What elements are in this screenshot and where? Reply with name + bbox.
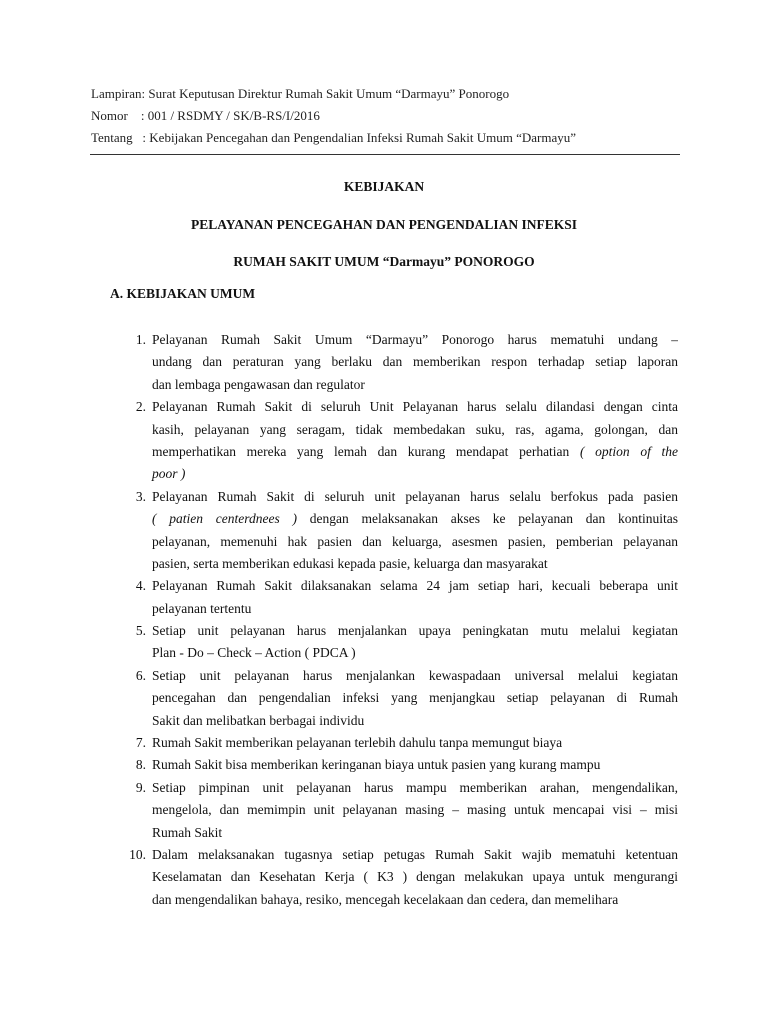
- lampiran-line: Lampiran: Surat Keputusan Direktur Rumah Sakit Umum “Darmayu” Ponorogo: [91, 86, 510, 101]
- item-line: [152, 508, 678, 530]
- item-line: [152, 620, 678, 642]
- item-line: [152, 710, 678, 732]
- doc-subtitle: PELAYANAN PENCEGAHAN DAN PENGENDALIAN INFEKSI: [190, 217, 578, 232]
- text-segment: dan mengendalikan bahaya, resiko, mencegah kecelakaan dan cedera, dan memelihara: [152, 891, 619, 907]
- italic-segment: poor ): [152, 466, 186, 482]
- text-segment: pelayanan, memenuhi hak pasien dan keluarga, asesmen pasien, pemberian pelayanan: [152, 533, 678, 549]
- list-item: [110, 575, 678, 620]
- text-segment: Plan - Do – Check – Action ( PDCA ): [152, 645, 356, 661]
- item-number: 1.: [135, 332, 146, 347]
- text-segment: Setiap pimpinan unit pelayanan harus mampu memberikan arahan, mengendalikan,: [152, 779, 678, 795]
- item-line: [152, 822, 678, 844]
- item-number: 7.: [135, 735, 146, 751]
- list-item: [110, 665, 678, 732]
- section-heading: A. KEBIJAKAN UMUM: [110, 286, 256, 301]
- item-number: 5.: [135, 623, 146, 639]
- item-line: [152, 463, 678, 485]
- item-line: [152, 642, 678, 664]
- text-segment: pasien, serta memberikan edukasi kepada pasie, keluarga dan masyarakat: [152, 555, 548, 571]
- item-line: [152, 866, 678, 888]
- item-line: [152, 374, 678, 396]
- text-segment: Setiap unit pelayanan harus menjalankan upaya peningkatan mutu melalui kegiatan: [152, 623, 678, 639]
- item-line: [152, 844, 678, 866]
- text-segment: Rumah Sakit: [152, 824, 223, 840]
- list-item: [110, 777, 678, 844]
- text-segment: Sakit dan melibatkan berbagai individu: [152, 712, 365, 728]
- policy-list: [110, 329, 678, 911]
- item-line: [152, 732, 678, 754]
- item-number: 2.: [135, 399, 146, 415]
- item-line: [152, 754, 678, 776]
- text-segment: Pelayanan Rumah Sakit di seluruh Unit Pelayanan harus selalu dilandasi dengan cinta: [152, 399, 678, 415]
- text-segment: Dalam melaksanakan tugasnya setiap petugas Rumah Sakit wajib mematuhi ketentuan: [152, 846, 678, 862]
- header-divider: [90, 154, 680, 155]
- item-line: [152, 665, 678, 687]
- text-segment: Keselamatan dan Kesehatan Kerja ( K3 ) dengan melakukan upaya untuk mengurangi: [152, 869, 678, 885]
- item-line: [152, 777, 678, 799]
- text-segment: pencegahan dan pengendalian infeksi yang menjangkau setiap pelayanan di Rumah: [152, 690, 678, 706]
- item-number: 6.: [135, 667, 146, 683]
- item-line: [152, 889, 678, 911]
- item-line: [152, 351, 678, 373]
- list-item: [110, 329, 678, 396]
- item-number: 8.: [135, 757, 146, 773]
- item-line: [152, 396, 678, 418]
- item-number: 3.: [135, 488, 146, 504]
- list-item: [110, 620, 678, 665]
- text-segment: Pelayanan Rumah Sakit Umum “Darmayu” Ponorogo harus mematuhi undang –: [152, 332, 678, 347]
- list-item: [110, 754, 678, 776]
- text-segment: Pelayanan Rumah Sakit dilaksanakan selama 24 jam setiap hari, kecuali beberapa unit: [152, 578, 678, 594]
- doc-title: KEBIJAKAN: [343, 179, 425, 194]
- item-line: [152, 799, 678, 821]
- list-item: [110, 844, 678, 911]
- item-line: [152, 531, 678, 553]
- text-segment: dan lembaga pengawasan dan regulator: [152, 376, 365, 392]
- item-line: [152, 441, 678, 463]
- italic-segment: ( patien centerdnees ): [152, 511, 297, 527]
- nomor-line: Nomor : 001 / RSDMY / SK/B-RS/I/2016: [91, 108, 320, 123]
- tentang-line: Tentang : Kebijakan Pencegahan dan Pengendalian Infeksi Rumah Sakit Umum “Darmayu”: [91, 130, 576, 145]
- list-item: [110, 486, 678, 576]
- item-line: [152, 575, 678, 597]
- item-line: [152, 687, 678, 709]
- text-segment: mengelola, dan memimpin unit pelayanan masing – masing untuk mencapai visi – misi: [152, 802, 678, 818]
- item-number: 9.: [135, 779, 146, 795]
- item-line: [152, 329, 678, 351]
- text-segment: undang dan peraturan yang berlaku dan memberikan respon terhadap setiap laporan: [152, 354, 678, 370]
- text-segment: Pelayanan Rumah Sakit di seluruh unit pelayanan harus selalu berfokus pada pasien: [152, 488, 678, 504]
- text-segment: pelayanan tertentu: [152, 600, 252, 616]
- text-segment: memperhatikan mereka yang lemah dan kurang mendapat perhatian: [152, 443, 580, 459]
- doc-subtitle-hospital: RUMAH SAKIT UMUM “Darmayu” PONOROGO: [233, 254, 535, 269]
- item-line: [152, 598, 678, 620]
- item-line: [152, 419, 678, 441]
- text-segment: kasih, pelayanan yang seragam, tidak membedakan suku, ras, agama, golongan, dan: [152, 421, 678, 437]
- item-line: [152, 486, 678, 508]
- list-item: [110, 732, 678, 754]
- text-segment: dengan melaksanakan akses ke pelayanan dan kontinuitas: [297, 511, 678, 527]
- list-item: [110, 396, 678, 486]
- item-number: 4.: [135, 578, 146, 594]
- text-segment: Rumah Sakit memberikan pelayanan terlebih dahulu tanpa memungut biaya: [152, 735, 563, 751]
- text-segment: Setiap unit pelayanan harus menjalankan kewaspadaan universal melalui kegiatan: [152, 667, 678, 683]
- italic-segment: ( option of the: [579, 443, 678, 459]
- item-number: 10.: [129, 846, 146, 862]
- text-segment: Rumah Sakit bisa memberikan keringanan biaya untuk pasien yang kurang mampu: [152, 757, 601, 773]
- item-line: [152, 553, 678, 575]
